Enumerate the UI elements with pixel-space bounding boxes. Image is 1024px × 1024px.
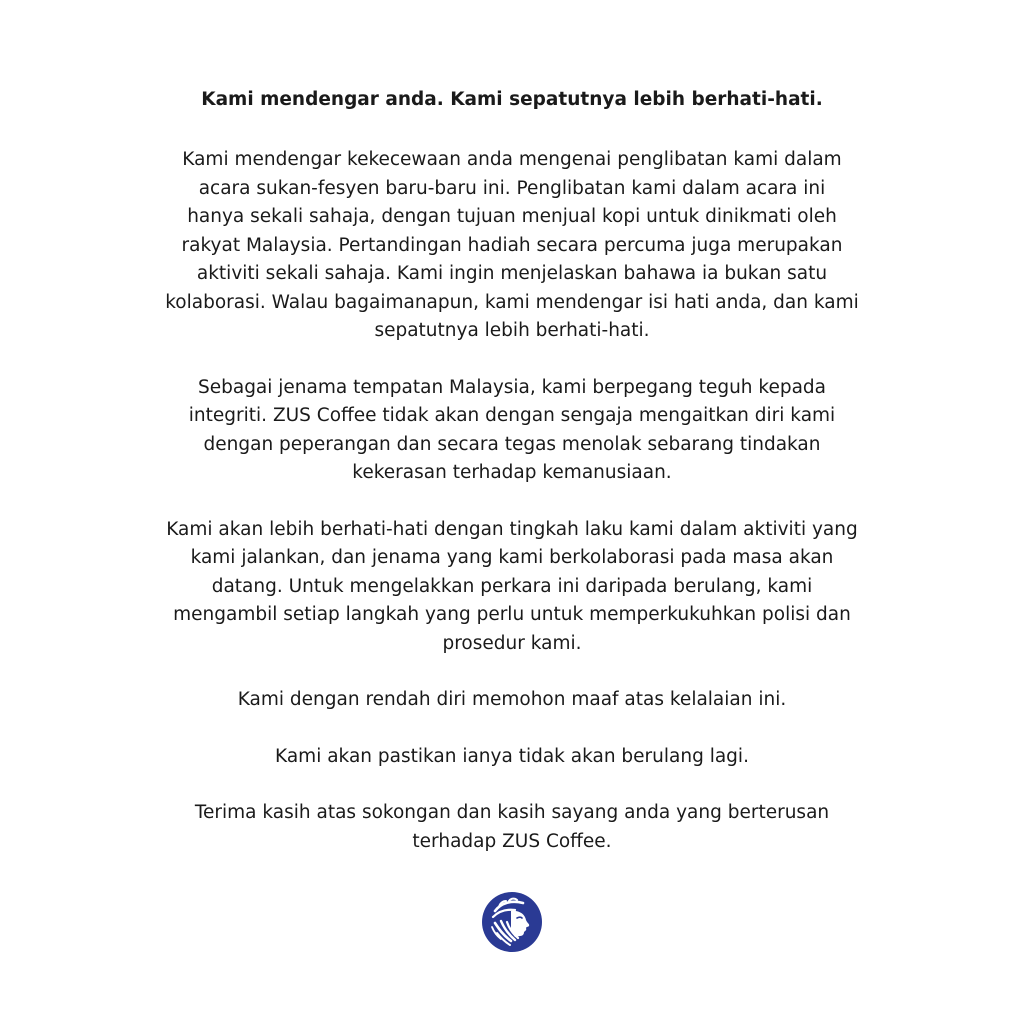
- spacer: [110, 658, 914, 686]
- paragraph-1: [110, 146, 914, 346]
- statement-title: Kami mendengar anda. Kami sepatutnya lebih berhati-hati.: [201, 89, 823, 110]
- spacer: [110, 488, 914, 516]
- paragraph-line: dengan peperangan dan secara tegas menolak sebarang tindakan: [203, 433, 821, 455]
- spacer: [110, 771, 914, 799]
- paragraph-line: Sebagai jenama tempatan Malaysia, kami berpegang teguh kepada: [197, 376, 826, 398]
- paragraph-line: kekerasan terhadap kemanusiaan.: [352, 462, 672, 483]
- paragraph-line: rakyat Malaysia. Pertandingan hadiah secara percuma juga merupakan: [181, 234, 843, 256]
- paragraph-line: aktiviti sekali sahaja. Kami ingin menjelaskan bahawa ia bukan satu: [196, 263, 828, 284]
- paragraph-4: [110, 686, 914, 715]
- paragraph-line: terhadap ZUS Coffee.: [412, 830, 612, 852]
- spacer: [110, 346, 914, 374]
- paragraph-line: acara sukan-fesyen baru-baru ini. Penglibatan kami dalam acara ini: [198, 177, 826, 199]
- paragraph-5: [110, 743, 914, 772]
- spacer: [110, 715, 914, 743]
- paragraph-line: hanya sekali sahaja, dengan tujuan menjual kopi untuk dinikmati oleh: [187, 206, 837, 227]
- paragraph-6: [110, 799, 914, 856]
- paragraph-line: mengambil setiap langkah yang perlu untuk memperkukuhkan polisi dan: [173, 604, 851, 625]
- paragraph-2: [110, 374, 914, 488]
- paragraph-line: Kami akan pastikan ianya tidak akan berulang lagi.: [275, 745, 749, 767]
- paragraph-line: kami jalankan, dan jenama yang kami berkolaborasi pada masa akan: [190, 547, 834, 568]
- paragraph-line: datang. Untuk mengelakkan perkara ini daripada berulang, kami: [211, 575, 813, 597]
- paragraph-line: Kami dengan rendah diri memohon maaf atas kelalaian ini.: [237, 689, 787, 710]
- paragraph-line: integriti. ZUS Coffee tidak akan dengan sengaja mengaitkan diri kami: [188, 405, 836, 426]
- paragraph-line: Kami mendengar kekecewaan anda mengenai penglibatan kami dalam: [182, 149, 842, 170]
- paragraph-line: Kami akan lebih berhati-hati dengan tingkah laku kami dalam aktiviti yang: [166, 518, 858, 540]
- paragraph-line: sepatutnya lebih berhati-hati.: [374, 320, 650, 341]
- paragraph-line: Terima kasih atas sokongan dan kasih sayang anda yang berterusan: [194, 802, 830, 823]
- paragraph-3: [110, 516, 914, 659]
- apology-statement: [110, 86, 914, 856]
- paragraph-line: kolaborasi. Walau bagaimanapun, kami mendengar isi hati anda, dan kami: [165, 291, 859, 313]
- paragraph-line: prosedur kami.: [442, 632, 582, 654]
- zus-coffee-logo-icon: [481, 891, 543, 953]
- spacer: [110, 114, 914, 146]
